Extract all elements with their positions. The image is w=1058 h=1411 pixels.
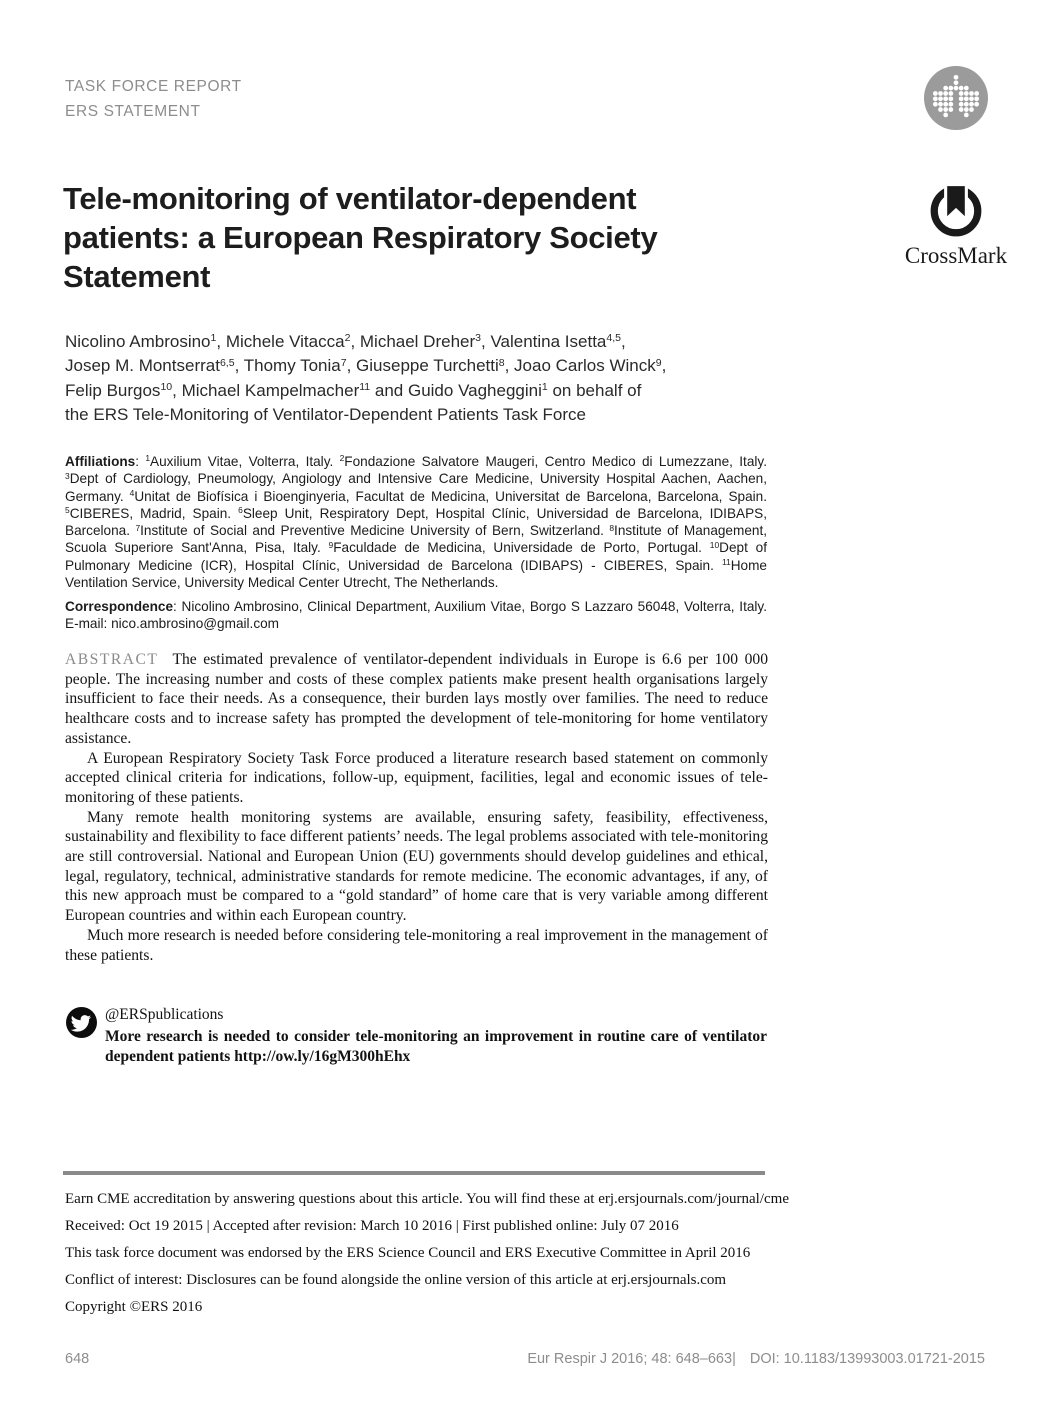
tweet-quote: More research is needed to consider tele-monitoring an improvement in routine care of ventilator dependent patients http://ow.ly/16gM300hEhx — [105, 1028, 767, 1065]
article-title — [63, 179, 657, 296]
footer-separator: | — [732, 1351, 736, 1367]
superscript: 10 — [160, 381, 173, 394]
superscript: 1 — [541, 381, 548, 394]
superscript: 9 — [328, 539, 334, 550]
superscript: 3 — [65, 470, 70, 481]
abstract-paragraph-3: Many remote health monitoring systems are available, ensuring safety, feasibility, effectiveness, sustainability and flexibility to face different patients’ needs. The legal problems associated with tele-monitoring are still controversial. National and European Union (EU) governments should develop guidelines and ethical, legal, regulatory, technical, administrative standards for remote medicine. The economic advantages, if any, of this new approach must be compared to a “gold standard” of home care that is very variable among different European countries and within each European country. — [65, 808, 768, 925]
correspondence-paragraph: Correspondence: Nicolino Ambrosino, Clinical Department, Auxilium Vitae, Borgo S Lazzaro 56048, Volterra, Italy. E-mail: nico.ambrosino@gmail.com — [65, 599, 767, 632]
footer-doi: DOI: 10.1183/13993003.01721-2015 — [749, 1351, 985, 1367]
eyebrow-line-1: TASK FORCE REPORT — [65, 78, 242, 95]
inline-link[interactable]: http://ow.ly/16gM300hEhx — [234, 1048, 411, 1065]
crossmark-bookmark-icon — [927, 182, 985, 240]
meta-line-conflict: Conflict of interest: Disclosures can be found alongside the online version of this article at erj.ersjournals.com — [65, 1272, 727, 1288]
superscript: 2 — [344, 332, 351, 345]
ers-lung-logo — [924, 66, 988, 130]
author-list: Nicolino Ambrosino$^1$, Michele Vitacca$^2$, Michael Dreher$^3$, Valentina Isetta$^{4,5}$, Josep M. Montserrat$^{6,5}$, Thomy Tonia$^7$, Giuseppe Turchetti$^8$, Joao Carlos Winck$^9$, Felip Burgos$^{10}$, Michael Kampelmacher$^{11}$ and Guido Vagheggini$^1$ on behalf of the ERS Tele-Monitoring of Ventilator-Dependent Patients Task Force — [65, 332, 667, 425]
article-title-line-1: Tele-monitoring of ventilator-dependent — [63, 181, 637, 216]
abstract-label: ABSTRACT — [65, 651, 159, 668]
superscript: 11 — [359, 381, 371, 394]
ers-lung-logo-svg — [924, 66, 988, 130]
eyebrow-line-2: ERS STATEMENT — [65, 103, 201, 120]
meta-line-cme: Earn CME accreditation by answering questions about this article. You will find these at erj.ersjournals.com/journal/cme — [65, 1191, 789, 1207]
bold-label: Affiliations — [65, 454, 136, 469]
superscript: 7 — [135, 522, 141, 533]
abstract-paragraph-1 — [65, 650, 768, 749]
crossmark-label: CrossMark — [904, 243, 1008, 268]
abstract-paragraph-4: Much more research is needed before considering tele-monitoring a real improvement in the management of these patients. — [65, 926, 768, 964]
twitter-bird-icon — [66, 1007, 97, 1038]
affiliations-paragraph: Affiliations: $^1$Auxilium Vitae, Volterra, Italy. $^2$Fondazione Salvatore Maugeri, Centro Medico di Lumezzane, Italy. $^3$Dept of Cardiology, Pneumology, Angiology and Intensive Care Medicine, University Hospital Aachen, Aachen, Germany. $^4$Unitat de Biofísica i Bioenginyeria, Facultat de Medicina, Universitat de Barcelona, Barcelona, Spain. $^5$CIBERES, Madrid, Spain. $^6$Sleep Unit, Respiratory Dept, Hospital Clínic, Universidad de Barcelona, IDIBAPS, Barcelona. $^7$Institute of Social and Preventive Medicine University of Bern, Switzerland. $^8$Institute of Management, Scuola Superiore Sant'Anna, Pisa, Italy. $^9$Faculdade de Medicina, Universidade de Porto, Portugal. $^{10}$Dept of Pulmonary Medicine (ICR), Hospital Clínic, Universidad de Barcelona (IDIBAPS) - CIBERES, Spain. $^{11}$Home Ventilation Service, University Medical Center Utrecht, The Netherlands. — [65, 453, 767, 591]
superscript: 6 — [238, 505, 243, 516]
page-number: 648 — [65, 1351, 90, 1367]
meta-line-endorsement: This task force document was endorsed by the ERS Science Council and ERS Executive Committee in April 2016 — [65, 1245, 751, 1261]
superscript: 10 — [709, 539, 720, 550]
superscript: 2 — [339, 453, 345, 464]
footer-citation: Eur Respir J 2016; 48: 648–663 — [527, 1351, 733, 1367]
abstract-paragraph-1-text: The estimated prevalence of ventilator-dependent individuals in Europe is 6.6 per 100 000 people. The increasing number and costs of these complex patients make present health organisations largely insufficient to face their needs. As a consequence, their burden lays mostly over families. The need to reduce healthcare costs and to increase safety has prompted the development of tele-monitoring for home ventilatory assistance. — [65, 651, 768, 747]
inline-link[interactable]: nico.ambrosino@gmail.com — [111, 616, 280, 632]
bold-label: Correspondence — [65, 599, 174, 614]
superscript: 5 — [65, 505, 70, 516]
superscript: 6,5 — [219, 356, 235, 369]
article-title-line-3: Statement — [63, 259, 211, 294]
superscript: 1 — [210, 332, 217, 345]
superscript: 11 — [721, 557, 731, 568]
tweet-callout — [105, 1005, 767, 1067]
superscript: 8 — [609, 522, 615, 533]
superscript: 8 — [498, 356, 505, 369]
article-title-line-2: patients: a European Respiratory Society — [63, 220, 658, 255]
superscript: 9 — [655, 356, 662, 369]
footer-citation-block — [527, 1351, 985, 1367]
meta-line-received: Received: Oct 19 2015 | Accepted after revision: March 10 2016 | First published online: July 07 2016 — [65, 1218, 679, 1234]
abstract-paragraph-2: A European Respiratory Society Task Force produced a literature research based statement on commonly accepted clinical criteria for indications, follow-up, equipment, facilities, legal and economic issues of tele-monitoring of these patients. — [65, 749, 768, 806]
abstract-section — [65, 650, 768, 965]
superscript: 4 — [129, 487, 135, 498]
crossmark-widget[interactable] — [884, 182, 1028, 269]
section-divider-rule — [63, 1171, 765, 1175]
meta-line-copyright: Copyright ©ERS 2016 — [65, 1299, 203, 1315]
eyebrow — [65, 74, 242, 124]
tweet-handle: @ERSpublications — [105, 1006, 224, 1023]
superscript: 1 — [145, 453, 151, 464]
twitter-bird-icon-svg — [66, 1007, 97, 1038]
superscript: 4,5 — [606, 332, 622, 345]
superscript: 7 — [340, 356, 347, 369]
superscript: 3 — [475, 332, 482, 345]
